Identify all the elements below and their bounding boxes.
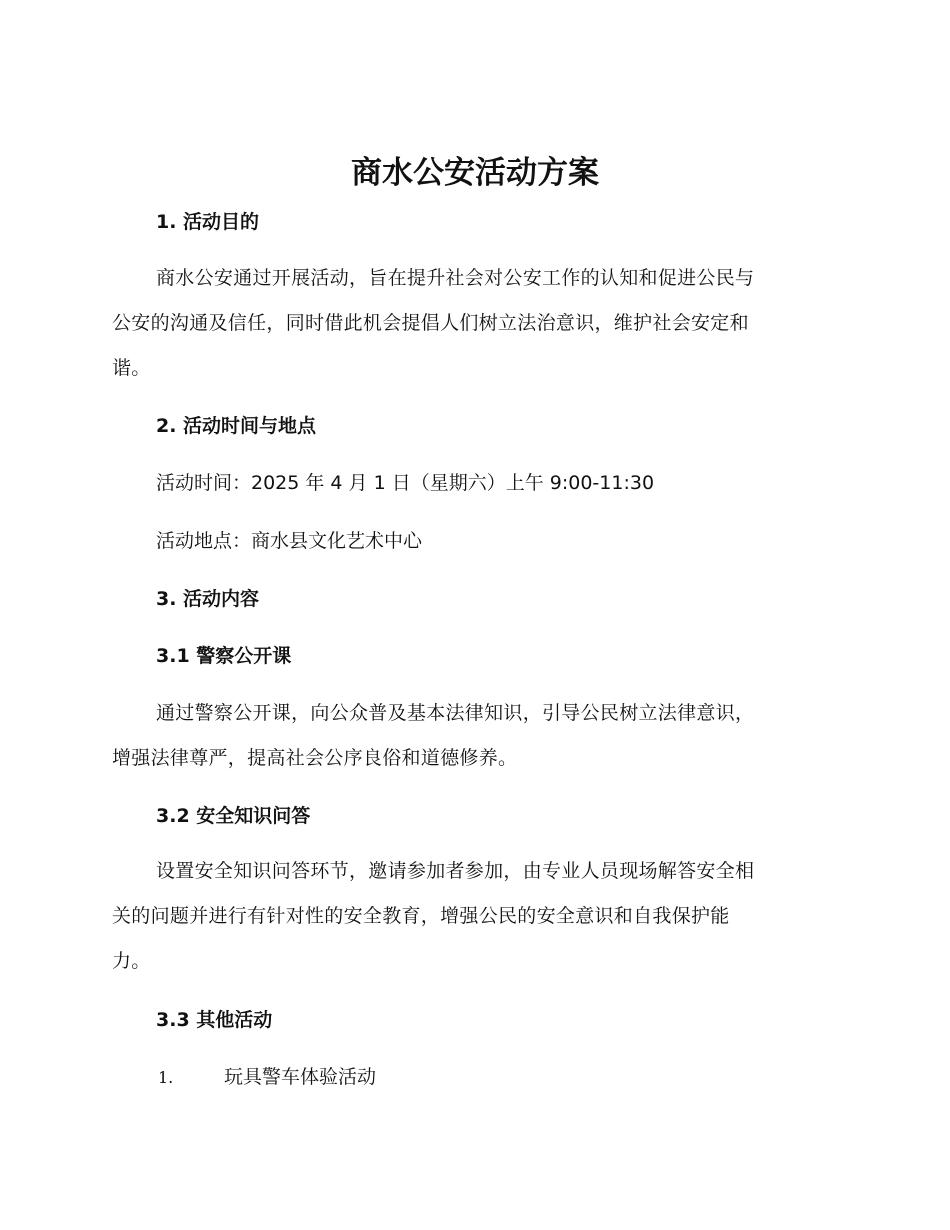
subsection-heading-other-activities: 3.3 其他活动 xyxy=(156,1009,273,1031)
event-place-line: 活动地点：商水县文化艺术中心 xyxy=(156,530,423,552)
paragraph-safety-quiz xyxy=(112,849,834,984)
list-item-number: 1. xyxy=(158,1068,174,1087)
paragraph-purpose xyxy=(112,256,834,391)
paragraph-line: 设置安全知识问答环节，邀请参加者参加，由专业人员现场解答安全相 xyxy=(156,860,755,882)
event-time-line: 活动时间：2025 年 4 月 1 日（星期六）上午 9:00-11:30 xyxy=(156,472,655,494)
paragraph-line: 通过警察公开课，向公众普及基本法律知识，引导公民树立法律意识， xyxy=(156,702,755,724)
paragraph-police-class xyxy=(112,691,834,781)
subsection-heading-police-class: 3.1 警察公开课 xyxy=(156,645,292,667)
subsection-heading-safety-quiz: 3.2 安全知识问答 xyxy=(156,805,311,827)
paragraph-line: 商水公安通过开展活动，旨在提升社会对公安工作的认知和促进公民与 xyxy=(156,267,755,289)
document-title: 商水公安活动方案 xyxy=(351,155,599,191)
paragraph-line: 公安的沟通及信任，同时借此机会提倡人们树立法治意识，维护社会安定和 xyxy=(112,312,749,334)
paragraph-line: 关的问题并进行有针对性的安全教育，增强公民的安全意识和自我保护能 xyxy=(112,905,730,927)
section-heading-purpose: 1. 活动目的 xyxy=(156,211,260,233)
section-heading-time-place: 2. 活动时间与地点 xyxy=(156,415,317,437)
list-item-text: 玩具警车体验活动 xyxy=(224,1066,377,1088)
paragraph-line: 谐。 xyxy=(112,357,151,379)
paragraph-line: 增强法律尊严，提高社会公序良俗和道德修养。 xyxy=(112,747,518,769)
section-heading-content: 3. 活动内容 xyxy=(156,588,260,610)
paragraph-line: 力。 xyxy=(112,950,151,972)
